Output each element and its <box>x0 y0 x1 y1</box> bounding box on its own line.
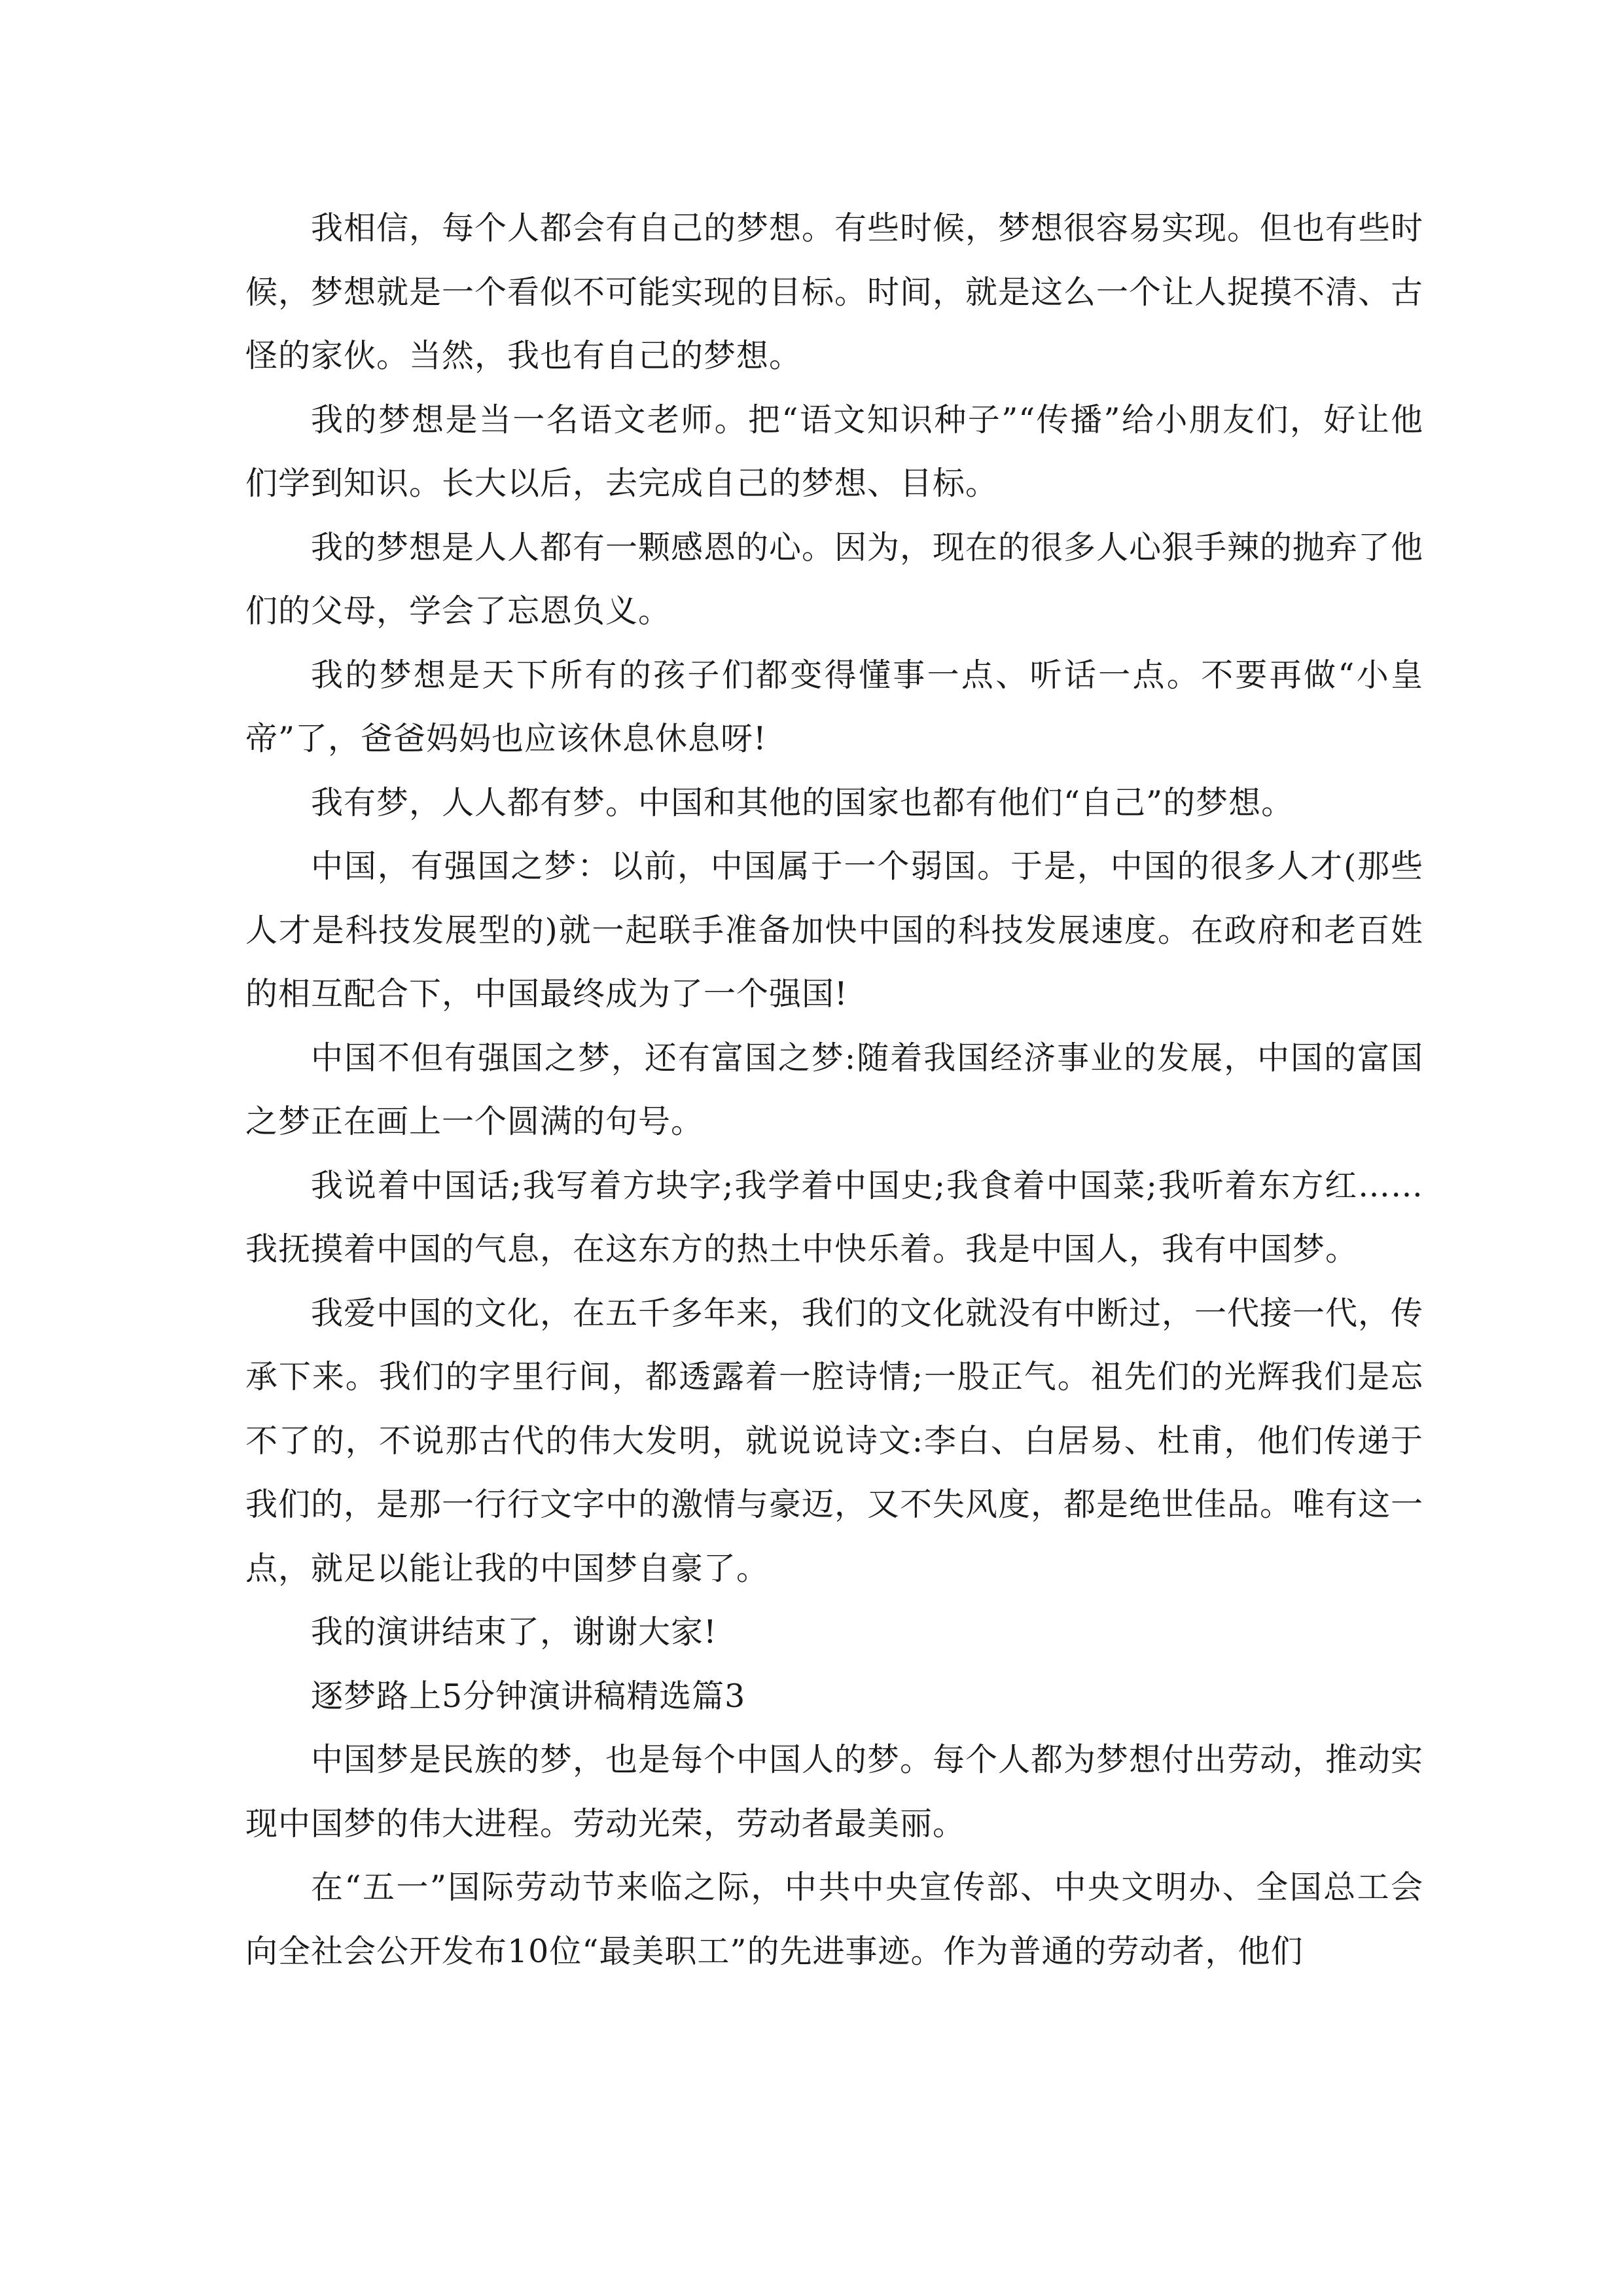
paragraph: 中国梦是民族的梦，也是每个中国人的梦。每个人都为梦想付出劳动，推动实现中国梦的伟大进程。劳动光荣，劳动者最美丽。 <box>245 1741 1424 1842</box>
paragraph: 中国，有强国之梦：以前，中国属于一个弱国。于是，中国的很多人才(那些人才是科技发展型的)就一起联手准备加快中国的科技发展速度。在政府和老百姓的相互配合下，中国最终成为了一个强国! <box>245 848 1423 1013</box>
paragraph: 中国不但有强国之梦，还有富国之梦:随着我国经济事业的发展，中国的富国之梦正在画上一个圆满的句号。 <box>245 1039 1423 1140</box>
paragraph: 我的演讲结束了，谢谢大家! <box>311 1613 717 1651</box>
paragraph: 我相信，每个人都会有自己的梦想。有些时候，梦想很容易实现。但也有些时候，梦想就是一个看似不可能实现的目标。时间，就是这么一个让人捉摸不清、古怪的家伙。当然，我也有自己的梦想。 <box>245 209 1424 374</box>
document-body <box>245 196 1423 1983</box>
paragraph: 我的梦想是天下所有的孩子们都变得懂事一点、听话一点。不要再做“小皇帝”了，爸爸妈妈也应该休息休息呀! <box>245 656 1423 757</box>
paragraph: 我说着中国话;我写着方块字;我学着中国史;我食着中国菜;我听着东方红……我抚摸着中国的气息，在这东方的热土中快乐着。我是中国人，我有中国梦。 <box>245 1166 1423 1268</box>
paragraph: 我有梦，人人都有梦。中国和其他的国家也都有他们“自己”的梦想。 <box>311 783 1294 821</box>
paragraph: 在“五一”国际劳动节来临之际，中共中央宣传部、中央文明办、全国总工会向全社会公开发布10位“最美职工”的先进事迹。作为普通的劳动者，他们 <box>245 1869 1423 1970</box>
paragraph: 我的梦想是人人都有一颗感恩的心。因为，现在的很多人心狠手辣的抛弃了他们的父母，学会了忘恩负义。 <box>245 528 1424 630</box>
paragraph: 我爱中国的文化，在五千多年来，我们的文化就没有中断过，一代接一代，传承下来。我们的字里行间，都透露着一腔诗情;一股正气。祖先们的光辉我们是忘不了的，不说那古代的伟大发明，就说说诗文:李白、白居易、杜甫，他们传递于我们的，是那一行行文字中的激情与豪迈，又不失风度，都是绝世佳品。唯有这一点，就足以能让我的中国梦自豪了。 <box>245 1294 1424 1587</box>
section-title: 逐梦路上5分钟演讲稿精选篇3 <box>311 1677 746 1715</box>
paragraph: 我的梦想是当一名语文老师。把“语文知识种子”“传播”给小朋友们，好让他们学到知识。长大以后，去完成自己的梦想、目标。 <box>245 401 1423 502</box>
